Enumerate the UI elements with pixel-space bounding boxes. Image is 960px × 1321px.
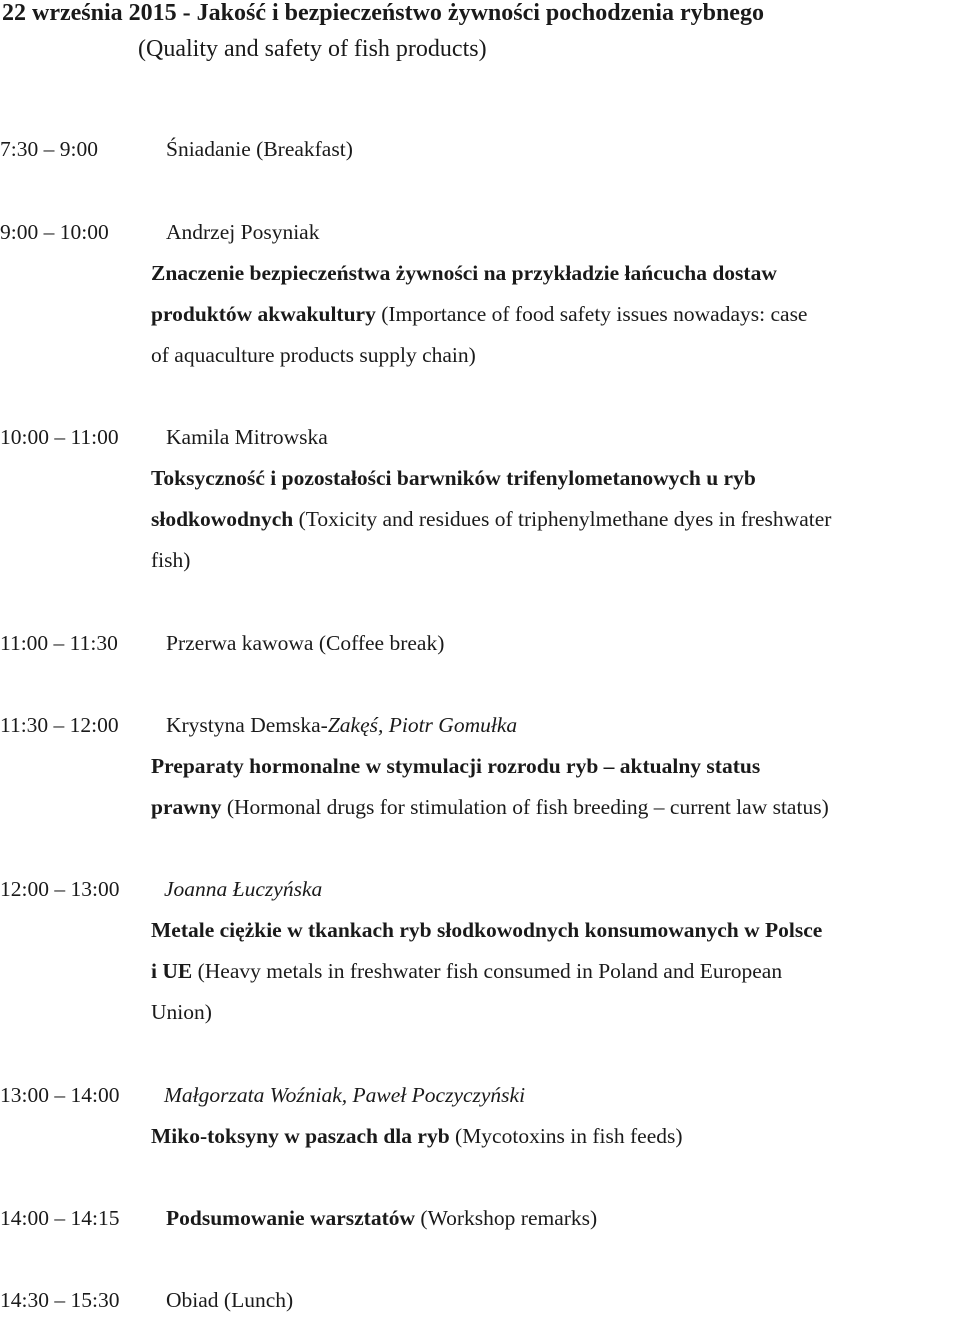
speaker-name-italic: Zakęś, Piotr Gomułka xyxy=(327,713,518,737)
entry-time: 10:00 – 11:00 xyxy=(0,425,119,449)
entry-speaker: Joanna Łuczyńska xyxy=(164,877,323,901)
talk-title: Metale ciężkie w tkankach ryb słodkowodnych konsumowanych w Polsce xyxy=(151,918,823,942)
entry-time: 14:00 – 14:15 xyxy=(0,1206,120,1230)
talk-title: Toksyczność i pozostałości barwników trifenylometanowych u ryb xyxy=(151,466,756,490)
talk-translation: (Toxicity and residues of triphenylmethane dyes in freshwater xyxy=(293,507,832,531)
entry-description xyxy=(151,253,957,376)
entry-speaker xyxy=(166,705,517,746)
talk-translation: of aquaculture products supply chain) xyxy=(151,343,476,367)
talk-translation: (Hormonal drugs for stimulation of fish breeding – current law status) xyxy=(221,795,829,819)
entry-time: 11:00 – 11:30 xyxy=(0,631,118,655)
page-subtitle: (Quality and safety of fish products) xyxy=(138,36,487,62)
entry-time: 14:30 – 15:30 xyxy=(0,1288,120,1312)
talk-title: prawny xyxy=(151,795,222,819)
talk-translation: fish) xyxy=(151,548,191,572)
talk-translation: Union) xyxy=(151,1000,212,1024)
talk-translation: (Workshop remarks) xyxy=(415,1206,598,1230)
entry-time: 12:00 – 13:00 xyxy=(0,877,120,901)
talk-translation: (Importance of food safety issues nowadays: case xyxy=(375,302,808,326)
talk-title: Znaczenie bezpieczeństwa żywności na przykładzie łańcucha dostaw xyxy=(151,261,777,285)
talk-title: Podsumowanie warsztatów xyxy=(166,1206,416,1230)
entry-time: 13:00 – 14:00 xyxy=(0,1083,120,1107)
talk-title: Preparaty hormonalne w stymulacji rozrodu ryb – aktualny status xyxy=(151,754,761,778)
talk-title: słodkowodnych xyxy=(151,507,294,531)
entry-title xyxy=(166,1198,597,1239)
talk-title: produktów akwakultury xyxy=(151,302,376,326)
entry-speaker: Kamila Mitrowska xyxy=(166,425,328,449)
entry-title: Obiad (Lunch) xyxy=(166,1288,294,1312)
entry-time: 7:30 – 9:00 xyxy=(0,137,98,161)
entry-time: 9:00 – 10:00 xyxy=(0,220,109,244)
talk-title: i UE xyxy=(151,959,193,983)
entry-description xyxy=(151,910,957,1033)
entry-speaker: Małgorzata Woźniak, Paweł Poczyczyński xyxy=(164,1083,526,1107)
entry-description xyxy=(151,458,957,581)
entry-description xyxy=(151,746,957,828)
talk-translation: (Heavy metals in freshwater fish consumed in Poland and European xyxy=(192,959,783,983)
speaker-name: Krystyna Demska- xyxy=(166,713,328,737)
talk-title: Miko-toksyny w paszach dla ryb xyxy=(151,1124,450,1148)
entry-title: Śniadanie (Breakfast) xyxy=(166,137,353,161)
entry-title: Przerwa kawowa (Coffee break) xyxy=(166,631,445,655)
page-title: 22 września 2015 - Jakość i bezpieczeństwo żywności pochodzenia rybnego xyxy=(2,0,764,26)
talk-translation: (Mycotoxins in fish feeds) xyxy=(449,1124,683,1148)
entry-speaker: Andrzej Posyniak xyxy=(166,220,320,244)
entry-time: 11:30 – 12:00 xyxy=(0,713,119,737)
entry-description xyxy=(151,1116,957,1157)
